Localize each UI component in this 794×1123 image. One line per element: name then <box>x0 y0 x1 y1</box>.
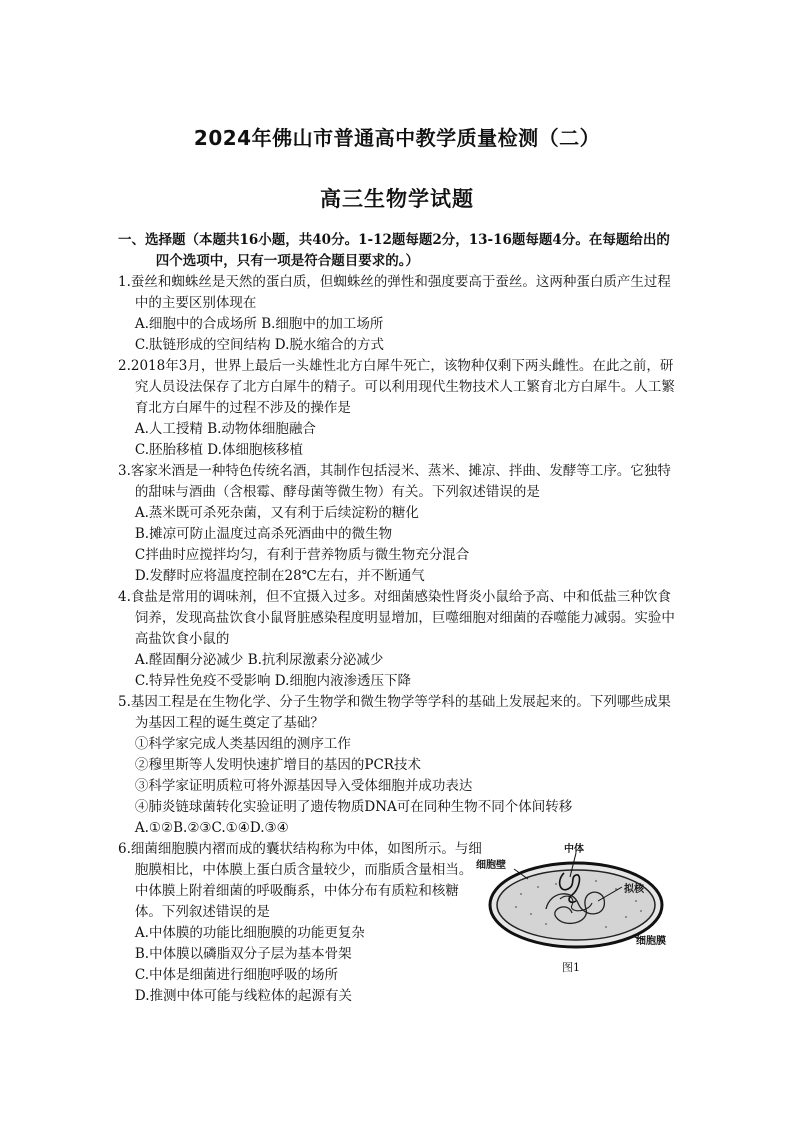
option-line: ①科学家完成人类基因组的测序工作 <box>134 736 351 752</box>
question-6 <box>118 839 678 1007</box>
figure-label-cell-membrane: 细胞膜 <box>636 936 666 947</box>
option-line: C拌曲时应搅拌均匀，有利于营养物质与微生物充分混合 <box>134 547 470 563</box>
bacterium-figure <box>476 839 672 979</box>
option-line: A.蒸米既可杀死杂菌，又有利于后续淀粉的糖化 <box>134 505 419 521</box>
option-line: D.推测中体可能与线粒体的起源有关 <box>134 988 353 1004</box>
figure-label-mesosome: 中体 <box>564 844 584 855</box>
option-line: C.胚胎移植 D.体细胞核移植 <box>134 442 303 458</box>
option-line: A.细胞中的合成场所 B.细胞中的加工场所 <box>134 316 384 332</box>
subject-title: 高三生物学试题 <box>320 187 474 211</box>
section-header: 一、选择题（本题共16小题，共40分。1-12题每题2分，13-16题每题4分。在每题给出的四个选项中，只有一项是符合题目要求的。） <box>118 232 670 269</box>
exam-title: 2024年佛山市普通高中教学质量检测（二） <box>193 126 601 150</box>
option-line: ②穆里斯等人发明快速扩增目的基因的PCR技术 <box>134 757 421 773</box>
option-line: A.人工授精 B.动物体细胞融合 <box>134 421 316 437</box>
figure-label-nucleoid: 拟核 <box>624 884 644 895</box>
option-line: A.①②B.②③C.①④D.③④ <box>134 820 289 836</box>
option-line: A.醛固酮分泌减少 B.抗利尿激素分泌减少 <box>134 652 384 668</box>
option-line: ④肺炎链球菌转化实验证明了遗传物质DNA可在同种生物不同个体间转移 <box>134 799 573 815</box>
question-1 <box>118 272 678 356</box>
question-3 <box>118 461 678 587</box>
question-stem: 2.2018年3月，世界上最后一头雄性北方白犀牛死亡，该物种仅剩下两头雌性。在此之前，研究人员设法保存了北方白犀牛的精子。可以利用现代生物技术人工繁育北方白犀牛。人工繁育北方白犀牛的过程不涉及的操作是 <box>118 358 675 416</box>
option-line: C.特异性免疫不受影响 D.细胞内液渗透压下降 <box>134 673 411 689</box>
option-line: C.肽链形成的空间结构 D.脱水缩合的方式 <box>134 337 384 353</box>
figure-label-cell-wall: 细胞壁 <box>476 860 506 871</box>
option-line: D.发酵时应将温度控制在28℃左右，并不断通气 <box>134 568 425 584</box>
question-stem: 6.细菌细胞膜内褶而成的囊状结构称为中体，如图所示。与细胞膜相比，中体膜上蛋白质含量较少，而脂质含量相当。中体膜上附着细菌的呼吸酶系，中体分布有质粒和核糖体。下列叙述错误的是 <box>118 841 482 920</box>
question-content <box>118 230 678 1007</box>
question-stem: 5.基因工程是在生物化学、分子生物学和微生物学等学科的基础上发展起来的。下列哪些成果为基因工程的诞生奠定了基础？ <box>118 694 671 731</box>
question-stem: 3.客家米酒是一种特色传统名酒，其制作包括浸米、蒸米、摊凉、拌曲、发酵等工序。它独特的甜味与酒曲（含根霉、酵母菌等微生物）有关。下列叙述错误的是 <box>118 463 671 500</box>
option-line: ③科学家证明质粒可将外源基因导入受体细胞并成功表达 <box>134 778 473 794</box>
question-2 <box>118 356 678 461</box>
option-line: B.摊凉可防止温度过高杀死酒曲中的微生物 <box>134 526 393 542</box>
option-line: B.中体膜以磷脂双分子层为基本骨架 <box>134 946 352 962</box>
option-line: A.中体膜的功能比细胞膜的功能更复杂 <box>134 925 365 941</box>
option-line: C.中体是细菌进行细胞呼吸的场所 <box>134 967 339 983</box>
question-5 <box>118 692 678 839</box>
question-stem: 1.蚕丝和蜘蛛丝是天然的蛋白质，但蜘蛛丝的弹性和强度要高于蚕丝。这两种蛋白质产生过程中的主要区别体现在 <box>118 274 671 311</box>
figure-caption: 图1 <box>562 961 580 974</box>
question-4 <box>118 587 678 692</box>
question-stem: 4.食盐是常用的调味剂，但不宜摄入过多。对细菌感染性肾炎小鼠给予高、中和低盐三种饮食饲养，发现高盐饮食小鼠肾脏感染程度明显增加，巨噬细胞对细菌的吞噬能力减弱。实验中高盐饮食小鼠的 <box>118 589 675 647</box>
